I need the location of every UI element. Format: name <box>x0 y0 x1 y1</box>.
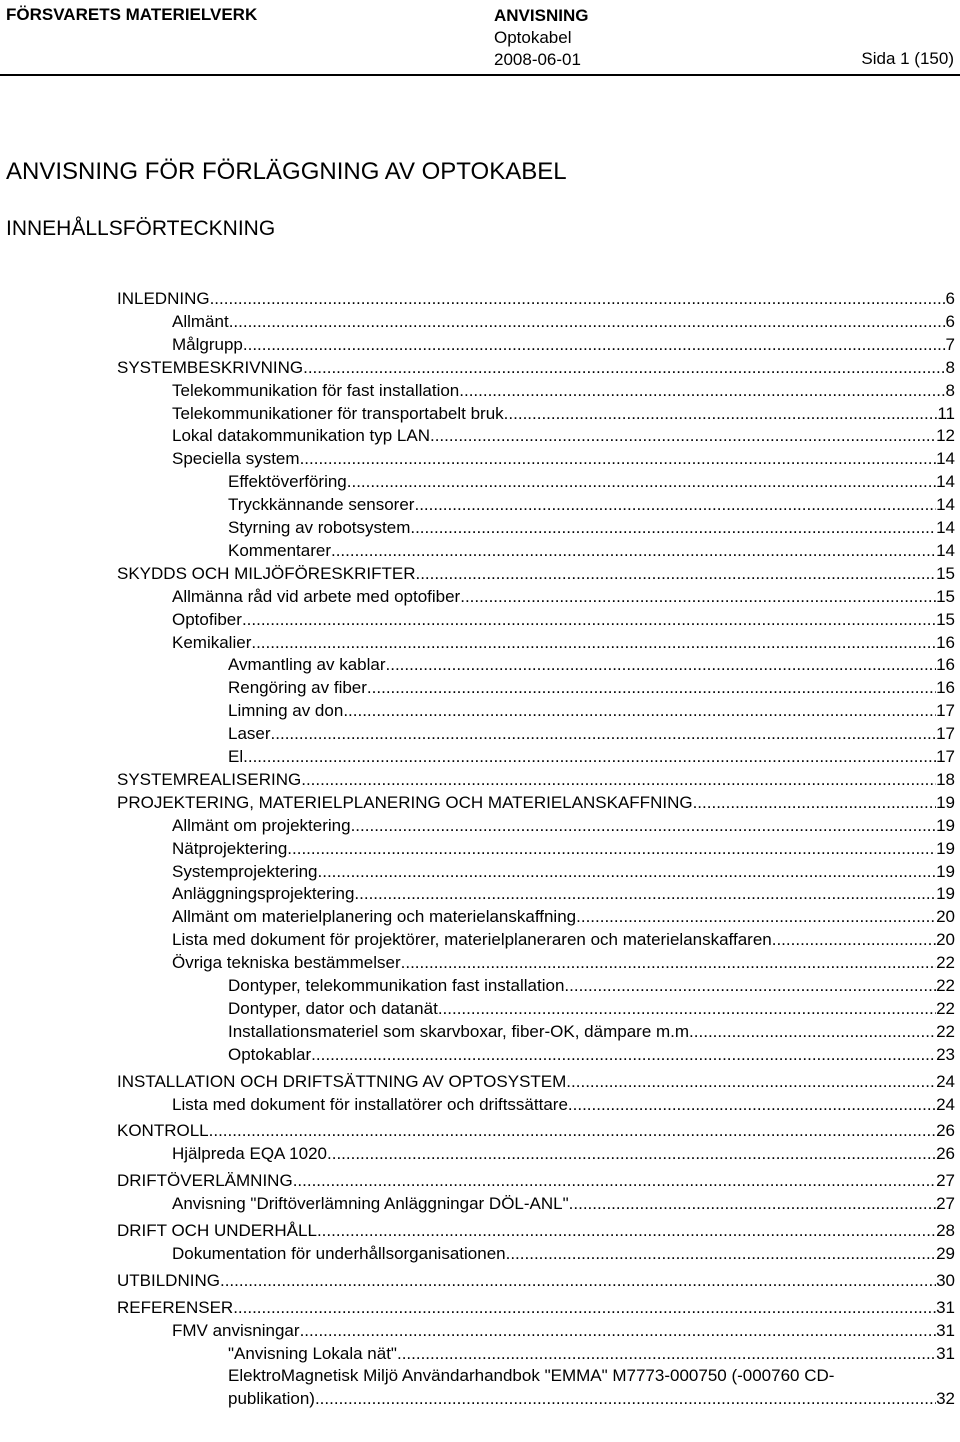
toc-entry[interactable] <box>117 1170 955 1192</box>
toc-page-number: 14 <box>936 449 955 469</box>
toc-entry-text: publikation) <box>228 1389 315 1409</box>
toc-entry[interactable] <box>172 1094 955 1116</box>
toc-leader-dots <box>317 1220 936 1242</box>
toc-entry[interactable] <box>117 1120 955 1142</box>
toc-leader-dots <box>415 563 936 585</box>
toc-entry[interactable] <box>172 838 955 860</box>
toc-entry-text: Kommentarer <box>228 540 331 560</box>
toc-entry[interactable] <box>172 311 955 333</box>
toc-leader-dots <box>401 952 936 974</box>
toc-page-number: 18 <box>936 769 955 789</box>
toc-entry-text: Allmänt <box>172 311 229 331</box>
toc-page-number: 26 <box>936 1144 955 1164</box>
toc-page-number: 17 <box>936 747 955 766</box>
toc-leader-dots <box>438 998 936 1020</box>
toc-entry-text: Laser <box>228 724 271 744</box>
toc-leader-dots <box>367 677 936 699</box>
toc-entry[interactable] <box>172 425 955 447</box>
toc-entry[interactable] <box>172 586 955 608</box>
toc-entry-text: Övriga tekniska bestämmelser <box>172 953 401 973</box>
toc-entry-text: "Anvisning Lokala nät" <box>228 1343 397 1363</box>
toc-page-number: 14 <box>936 495 955 515</box>
toc-entry-text: INLEDNING <box>117 289 210 308</box>
toc-entry[interactable] <box>117 1071 955 1093</box>
toc-entry[interactable] <box>172 1243 955 1265</box>
toc-entry[interactable] <box>117 1297 955 1319</box>
toc-page-number: 23 <box>936 1044 955 1064</box>
toc-page-number: 16 <box>936 678 955 698</box>
page-title: ANVISNING FÖR FÖRLÄGGNING AV OPTOKABEL <box>6 158 567 185</box>
toc-page-number: 31 <box>936 1297 955 1317</box>
toc-entry[interactable] <box>228 1021 955 1043</box>
toc-leader-dots <box>772 929 936 951</box>
toc-entry-text: Avmantling av kablar <box>228 655 386 675</box>
toc-leader-dots <box>564 975 936 997</box>
toc-page-number: 19 <box>936 838 955 858</box>
toc-entry[interactable] <box>172 906 955 928</box>
toc-entry[interactable] <box>172 1320 955 1342</box>
toc-leader-dots <box>576 906 936 928</box>
document-date: 2008-06-01 <box>494 50 581 69</box>
toc-entry[interactable] <box>172 448 955 470</box>
toc-entry[interactable] <box>117 769 955 791</box>
toc-entry-text: Speciella system <box>172 449 300 469</box>
toc-entry-text: Lista med dokument för projektörer, materielplaneraren och materielanskaffaren <box>172 930 772 950</box>
toc-leader-dots <box>694 1021 936 1043</box>
toc-entry-text: Dontyper, telekommunikation fast installation <box>228 976 565 995</box>
toc-entry-text: Systemprojektering <box>172 861 318 881</box>
toc-page-number: 19 <box>936 792 955 812</box>
toc-entry[interactable] <box>172 1193 955 1215</box>
toc-entry[interactable] <box>172 952 955 974</box>
toc-leader-dots <box>351 815 937 837</box>
toc-entry[interactable] <box>228 1044 955 1066</box>
toc-entry-text: Kemikalier <box>172 632 252 652</box>
toc-entry-text: El <box>228 747 244 766</box>
toc-page-number: 22 <box>936 953 955 973</box>
toc-entry-text: Nätprojektering <box>172 838 288 858</box>
page-header <box>0 0 960 80</box>
toc-page-number: 32 <box>936 1389 955 1409</box>
toc-page-number: 29 <box>936 1243 955 1263</box>
toc-entry-text: FMV anvisningar <box>172 1320 300 1340</box>
toc-entry-text: UTBILDNING <box>117 1270 220 1290</box>
toc-page-number: 16 <box>936 632 955 652</box>
toc-page-number: 11 <box>937 403 955 423</box>
toc-page-number: 22 <box>936 998 955 1018</box>
toc-page-number: 19 <box>936 815 955 835</box>
toc-page-number: 31 <box>936 1343 955 1363</box>
toc-leader-dots <box>460 586 936 608</box>
toc-entry[interactable] <box>228 1388 955 1410</box>
toc-entry[interactable] <box>172 334 955 356</box>
toc-leader-dots <box>300 1320 937 1342</box>
toc-leader-dots <box>315 1388 936 1410</box>
toc-entry-text[interactable]: ElektroMagnetisk Miljö Användarhandbok "EMMA" M7773-000750 (-000760 CD- <box>228 1366 835 1386</box>
toc-entry[interactable] <box>228 494 955 516</box>
toc-leader-dots <box>210 288 946 310</box>
toc-leader-dots <box>693 792 937 814</box>
toc-entry-text: PROJEKTERING, MATERIELPLANERING OCH MATERIELANSKAFFNING <box>117 792 693 812</box>
toc-page-number: 7 <box>945 334 955 354</box>
toc-entry-text: Optokablar <box>228 1044 312 1064</box>
toc-page-number: 14 <box>936 518 955 537</box>
toc-entry-text: Lokal datakommunikation typ LAN <box>172 426 430 446</box>
toc-leader-dots <box>318 861 937 883</box>
toc-entry-text: Lista med dokument för installatörer och driftssättare <box>172 1094 568 1114</box>
toc-page-number: 15 <box>936 563 955 583</box>
toc-leader-dots <box>242 609 936 631</box>
toc-leader-dots <box>410 517 936 539</box>
toc-page-number: 19 <box>936 884 955 904</box>
toc-entry-text: Hjälpreda EQA 1020 <box>172 1144 327 1164</box>
toc-page-number: 22 <box>936 976 955 995</box>
toc-page-number: 12 <box>936 426 955 446</box>
toc-page-number: 28 <box>936 1221 955 1240</box>
toc-entry[interactable] <box>228 998 955 1020</box>
toc-entry[interactable] <box>117 792 955 814</box>
toc-leader-dots <box>233 1297 936 1319</box>
toc-entry-text: REFERENSER <box>117 1297 234 1317</box>
toc-leader-dots <box>209 1120 936 1142</box>
toc-leader-dots <box>311 1044 936 1066</box>
toc-entry-text: Dontyper, dator och datanät <box>228 998 438 1018</box>
toc-entry[interactable] <box>117 357 955 379</box>
toc-leader-dots <box>301 769 936 791</box>
toc-leader-dots <box>300 448 937 470</box>
toc-entry[interactable] <box>228 654 955 676</box>
toc-entry[interactable] <box>117 288 955 310</box>
toc-entry[interactable] <box>172 1143 955 1165</box>
toc-entry-text: Limning av don <box>228 701 344 721</box>
toc-page-number: 22 <box>936 1021 955 1041</box>
toc-page-number: 16 <box>936 655 955 675</box>
toc-page-number: 17 <box>936 701 955 721</box>
toc-heading: INNEHÅLLSFÖRTECKNING <box>6 217 276 240</box>
toc-entry-text: Anvisning "Driftöverlämning Anläggningar DÖL-ANL" <box>172 1194 569 1214</box>
toc-page-number: 27 <box>936 1171 955 1191</box>
toc-leader-dots <box>327 1143 936 1165</box>
toc-entry-text: DRIFTÖVERLÄMNING <box>117 1171 293 1191</box>
toc-entry[interactable] <box>172 815 955 837</box>
toc-entry[interactable] <box>172 403 955 425</box>
toc-leader-dots <box>243 746 936 768</box>
toc-entry-text: Installationsmateriel som skarvboxar, fiber-OK, dämpare m.m. <box>228 1021 694 1041</box>
document-info <box>494 5 588 71</box>
toc-page-number: 15 <box>936 609 955 629</box>
toc-page-number: 24 <box>936 1094 955 1114</box>
toc-leader-dots <box>229 311 946 333</box>
toc-leader-dots <box>220 1270 936 1292</box>
toc-entry[interactable] <box>117 1220 955 1242</box>
toc-entry[interactable] <box>228 975 955 997</box>
toc-leader-dots <box>271 723 937 745</box>
header-divider <box>0 74 960 76</box>
toc-leader-dots <box>504 403 938 425</box>
toc-page-number: 17 <box>936 724 955 744</box>
toc-page-number: 14 <box>936 472 955 492</box>
toc-page-number: 15 <box>936 586 955 606</box>
document-type: ANVISNING <box>494 6 589 25</box>
toc-leader-dots <box>568 1094 936 1116</box>
toc-entry[interactable] <box>172 380 955 402</box>
toc-entry-text: SKYDDS OCH MILJÖFÖRESKRIFTER <box>117 563 416 583</box>
toc-entry[interactable] <box>228 723 955 745</box>
toc-entry[interactable] <box>172 883 955 905</box>
toc-leader-dots <box>397 1343 936 1365</box>
toc-entry-text: Dokumentation för underhållsorganisationen <box>172 1243 506 1263</box>
toc-leader-dots <box>251 632 936 654</box>
toc-entry[interactable] <box>228 746 955 768</box>
toc-entry-text: Allmänt om materielplanering och materielanskaffning <box>172 907 577 927</box>
toc-entry[interactable] <box>117 1270 955 1292</box>
toc-entry[interactable] <box>228 677 955 699</box>
toc-page-number: 6 <box>945 289 955 308</box>
toc-leader-dots <box>347 471 936 493</box>
toc-leader-dots <box>287 838 936 860</box>
toc-entry-text: SYSTEMREALISERING <box>117 769 302 789</box>
toc-entry-text: Allmänt om projektering <box>172 815 351 835</box>
toc-leader-dots <box>459 380 945 402</box>
toc-entry[interactable] <box>172 632 955 654</box>
toc-page-number: 30 <box>936 1270 955 1290</box>
toc-entry-text: Telekommunikationer för transportabelt bruk <box>172 403 504 423</box>
toc-entry-text: Effektöverföring <box>228 472 347 492</box>
toc-entry[interactable] <box>228 471 955 493</box>
toc-page-number: 20 <box>936 907 955 927</box>
toc-page-number: 26 <box>936 1121 955 1141</box>
toc-entry-text: Rengöring av fiber <box>228 678 367 698</box>
toc-leader-dots <box>343 700 936 722</box>
toc-entry[interactable] <box>172 861 955 883</box>
toc-leader-dots <box>243 334 946 356</box>
page-number: Sida 1 (150) <box>861 49 954 68</box>
toc-leader-dots <box>386 654 937 676</box>
toc-entry-text: KONTROLL <box>117 1121 209 1141</box>
toc-leader-dots <box>303 357 945 379</box>
toc-entry[interactable] <box>172 929 955 951</box>
toc-entry-text: Telekommunikation för fast installation <box>172 380 460 400</box>
document-topic: Optokabel <box>494 28 572 47</box>
toc-leader-dots <box>354 883 936 905</box>
toc-page-number: 14 <box>936 540 955 560</box>
toc-page-number: 31 <box>936 1320 955 1340</box>
organization-name: FÖRSVARETS MATERIELVERK <box>6 5 258 24</box>
toc-entry[interactable] <box>228 1343 955 1365</box>
toc-leader-dots <box>414 494 936 516</box>
toc-leader-dots <box>569 1193 936 1215</box>
toc-page-number: 20 <box>936 930 955 950</box>
toc-entry[interactable] <box>228 540 955 562</box>
toc-page-number: 8 <box>945 380 955 400</box>
toc-leader-dots <box>430 425 936 447</box>
toc-entry[interactable] <box>228 700 955 722</box>
toc-entry[interactable] <box>117 563 955 585</box>
toc-entry-text: Anläggningsprojektering <box>172 884 355 904</box>
toc-entry-text: SYSTEMBESKRIVNING <box>117 357 304 377</box>
toc-entry-text: Styrning av robotsystem <box>228 518 411 537</box>
toc-entry-text: Optofiber <box>172 609 242 629</box>
toc-page-number: 19 <box>936 861 955 881</box>
toc-page-number: 24 <box>936 1071 955 1091</box>
toc-entry-text: Tryckkännande sensorer <box>228 495 415 515</box>
toc-entry-text: Allmänna råd vid arbete med optofiber <box>172 586 461 606</box>
toc-leader-dots <box>293 1170 936 1192</box>
toc-entry-text: INSTALLATION OCH DRIFTSÄTTNING AV OPTOSYSTEM <box>117 1071 567 1091</box>
toc-page-number: 27 <box>936 1194 955 1214</box>
toc-page-number: 6 <box>945 311 955 331</box>
toc-page-number: 8 <box>945 357 955 377</box>
toc-entry-text: DRIFT OCH UNDERHÅLL <box>117 1221 317 1240</box>
toc-leader-dots <box>566 1071 936 1093</box>
toc-leader-dots <box>331 540 936 562</box>
toc-entry-text: Målgrupp <box>172 334 243 354</box>
toc-leader-dots <box>506 1243 936 1265</box>
toc-entry[interactable] <box>172 609 955 631</box>
toc-entry[interactable] <box>228 517 955 539</box>
